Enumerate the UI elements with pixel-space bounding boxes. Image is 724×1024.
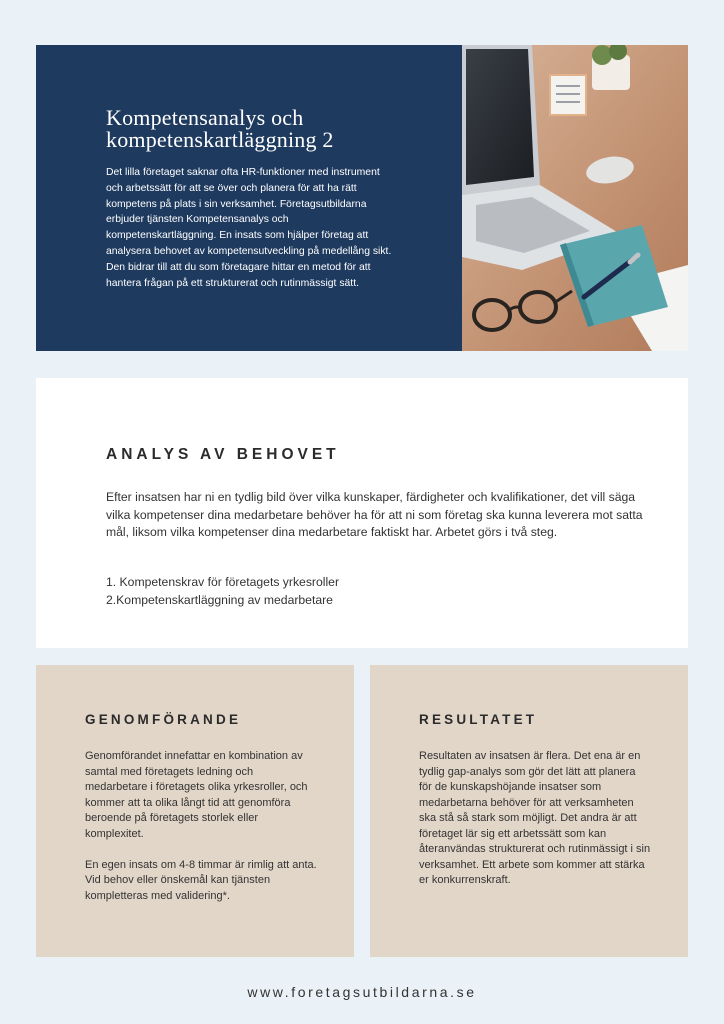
- analysis-step: 1. Kompetenskrav för företagets yrkesroller: [106, 575, 340, 589]
- analysis-steps: [106, 574, 339, 609]
- hero-banner: [36, 45, 688, 351]
- implementation-paragraph-2: En egen insats om 4-8 timmar är rimlig att anta. Vid behov eller önskemål kan tjänsten kompletteras med validering*.: [85, 858, 317, 902]
- hero-text: [106, 107, 396, 291]
- implementation-section: [36, 665, 354, 957]
- hero-intro: Det lilla företaget saknar ofta HR-funktioner med instrument och arbetssätt för att se över och planera för att ha rätt kompetens på plats i sin verksamhet. Företagsutbildarna erbjuder tjänsten Kompetensanalys och kompetenskartläggning. En insats som hjälper företag att analysera behovet av kompetensutveckling på medellång sikt. Den bidrar till att du som företagare hittar en metod för att hantera frågan på ett strukturerat och rutinmässigt sätt.: [106, 167, 392, 289]
- analysis-step: 2.Kompetenskartläggning av medarbetare: [106, 592, 333, 607]
- footer-url[interactable]: www.foretagsutbildarna.se: [247, 984, 477, 1000]
- analysis-section: [36, 378, 688, 648]
- results-section: [370, 665, 688, 957]
- results-paragraph: Resultaten av insatsen är flera. Det ena är en tydlig gap-analys som gör det lätt att planera för de kunskapshöjande insatser som medarbetarna behöver för att verksamheten ska stå så stark som möjligt. Det andra är att företaget lär sig ett arbetssätt som kan återanvändas strukturerat och rutinmässigt i sin verksamhet. Ett arbete som kommer att stärka er konkurrenskraft.: [419, 750, 651, 886]
- page-title-line-1: Kompetensanalys och: [106, 105, 304, 130]
- analysis-body: Efter insatsen har ni en tydlig bild över vilka kunskaper, färdigheter och kvalifikationer, det vill säga vilka kompetenser dina medarbetare behöver ha för att ni som företag ska kunna leverera mot satta mål, liksom vilka kompetenser dina medarbetare faktiskt har. Arbetet görs i två steg.: [106, 490, 643, 539]
- implementation-heading: GENOMFÖRANDE: [85, 712, 242, 727]
- page-title: [106, 107, 396, 151]
- analysis-heading: ANALYS AV BEHOVET: [106, 446, 340, 463]
- results-heading: RESULTATET: [419, 712, 538, 727]
- implementation-paragraph-1: Genomförandet innefattar en kombination av samtal med företagets ledning och medarbetare i företagets olika yrkesroller, och kommer att ta olika långt tid att genomföra beroende på företagets storlek eller komplexitet.: [85, 750, 308, 840]
- hero-photo: [462, 45, 688, 351]
- results-body: [419, 749, 651, 904]
- implementation-body: [85, 749, 317, 920]
- page-title-line-2: kompetenskartläggning 2: [106, 127, 334, 152]
